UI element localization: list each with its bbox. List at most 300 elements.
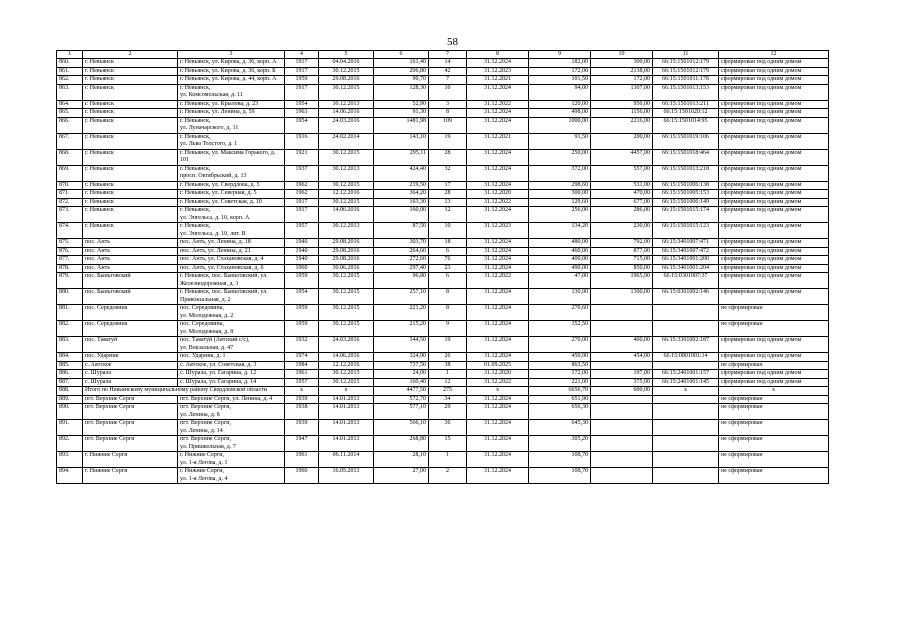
cell-land-area-b <box>591 436 653 452</box>
table-row <box>57 370 829 379</box>
cell-land-area-b: 197,00 <box>591 370 653 379</box>
cell-residents: 10 <box>429 84 467 100</box>
cell-date-recognized: 30.06.2016 <box>319 264 374 273</box>
cell-area: 297,40 <box>374 264 429 273</box>
cell-row-number: 894. <box>57 468 83 484</box>
cell-land-status: не сформирован <box>719 436 829 452</box>
cell-settlement: г. Невьянск <box>83 100 178 109</box>
cell-row-number: 877. <box>57 256 83 265</box>
cell-land-area-b: 677,00 <box>591 198 653 207</box>
cell-row-number: 888. <box>57 387 83 396</box>
cell-date-recognized: 24.03.2016 <box>319 117 374 133</box>
cell-land-area-b <box>591 420 653 436</box>
cell-residents: 1 <box>429 370 467 379</box>
cell-settlement: г. Невьянск <box>83 76 178 85</box>
cell-land-area-a: 172,00 <box>529 67 591 76</box>
cell-deadline: 31.12.2024 <box>467 289 529 305</box>
cell-land-area-b: 531,00 <box>591 181 653 190</box>
cell-date-recognized: 30.12.2015 <box>319 370 374 379</box>
cell-deadline: 31.12.2022 <box>467 378 529 387</box>
table-row <box>57 59 829 68</box>
cell-address: пгт. Верхние Серги, ул. Ленина, д. 14 <box>178 420 285 436</box>
table-row <box>57 337 829 353</box>
cell-land-area-a: 134,20 <box>529 223 591 239</box>
cell-address: г. Невьянск, пос. Быньговский, ул. Привокзальная, д. 2 <box>178 289 285 305</box>
table-row <box>57 117 829 133</box>
cell-cadastral-number: 66:15:3401007:472 <box>653 247 719 256</box>
cell-cadastral-number: 66:15:2401001:157 <box>653 370 719 379</box>
cell-area: 96,80 <box>374 273 429 289</box>
cell-residents: 6 <box>429 273 467 289</box>
cell-cadastral-number: 66:15:3401007:471 <box>653 239 719 248</box>
cell-residents: 13 <box>429 198 467 207</box>
cell-address: пос. Анть, ул. Стахановская, д. 4 <box>178 256 285 265</box>
cell-year-built: 1917 <box>285 207 319 223</box>
cell-address: г. Невьянск, ул. Ленина, д. 59 <box>178 109 285 118</box>
cell-year-built: 1959 <box>285 321 319 337</box>
cell-deadline: 31.12.2024 <box>467 239 529 248</box>
cell-land-area-a: 400,00 <box>529 256 591 265</box>
cell-deadline: 31.12.2024 <box>467 109 529 118</box>
table-row <box>57 100 829 109</box>
cell-land-area-b: 286,00 <box>591 207 653 223</box>
header-cell: 6 <box>374 51 429 59</box>
table-row <box>57 109 829 118</box>
table-row <box>57 387 829 396</box>
table-row <box>57 305 829 321</box>
cell-date-recognized: 30.12.2015 <box>319 181 374 190</box>
cell-year-built: x <box>285 387 319 396</box>
cell-address: г. Невьянск, ул. Кирова, д. 44, корп. А <box>178 76 285 85</box>
housing-register-table-wrapper <box>56 50 828 484</box>
cell-address: пгт. Верхние Серги, ул. Ленина, д. 4 <box>178 395 285 404</box>
cell-year-built: 1961 <box>285 452 319 468</box>
cell-land-area-b: 200,00 <box>591 133 653 149</box>
cell-date-recognized: 14.06.2016 <box>319 353 374 362</box>
cell-cadastral-number: 66:15:3401001:204 <box>653 264 719 273</box>
cell-settlement: пос. Середовина <box>83 321 178 337</box>
cell-land-area-b: 230,00 <box>591 223 653 239</box>
cell-row-number: 861. <box>57 67 83 76</box>
cell-settlement: пгт. Верхние Серги <box>83 404 178 420</box>
cell-residents: 23 <box>429 264 467 273</box>
cell-land-status: сформирован под одним домом <box>719 59 829 68</box>
cell-land-status: сформирован под одним домом <box>719 165 829 181</box>
cell-row-number: 876. <box>57 247 83 256</box>
cell-date-recognized: 04.04.2016 <box>319 59 374 68</box>
cell-residents: 3 <box>429 100 467 109</box>
cell-year-built: 1974 <box>285 353 319 362</box>
cell-land-area-b: 792,00 <box>591 239 653 248</box>
cell-land-status: сформирован под одним домом <box>719 133 829 149</box>
cell-row-number: 891. <box>57 420 83 436</box>
cell-row-number: 875. <box>57 239 83 248</box>
table-row <box>57 190 829 199</box>
cell-area: 572,70 <box>374 395 429 404</box>
cell-settlement: г. Невьянск <box>83 117 178 133</box>
cell-land-area-a: 270,00 <box>529 337 591 353</box>
cell-land-area-a: 120,00 <box>529 100 591 109</box>
cell-year-built: 1940 <box>285 247 319 256</box>
cell-address: г. Невьянск, просп. Октябрьский, д. 13 <box>178 165 285 181</box>
cell-row-number: 889. <box>57 395 83 404</box>
cell-land-status: не сформирован <box>719 452 829 468</box>
cell-row-number: 872. <box>57 198 83 207</box>
header-cell: 12 <box>719 51 829 59</box>
cell-date-recognized: 29.08.2016 <box>319 76 374 85</box>
cell-date-recognized: 16.05.2013 <box>319 468 374 484</box>
cell-year-built: 1962 <box>285 181 319 190</box>
cell-cadastral-number: 66:15:1501019:106 <box>653 133 719 149</box>
table-row <box>57 84 829 100</box>
cell-row-number: 860. <box>57 59 83 68</box>
cell-land-area-a: 645,30 <box>529 420 591 436</box>
cell-deadline: 31.12.2024 <box>467 436 529 452</box>
cell-land-area-a: 460,00 <box>529 247 591 256</box>
cell-residents: 9 <box>429 321 467 337</box>
cell-land-area-b <box>591 404 653 420</box>
cell-land-area-b: 375,00 <box>591 378 653 387</box>
cell-land-status: сформирован под одним домом <box>719 84 829 100</box>
cell-land-area-a: 651,90 <box>529 395 591 404</box>
cell-residents: 76 <box>429 256 467 265</box>
cell-settlement: г. Невьянск <box>83 84 178 100</box>
cell-deadline: 31.12.2024 <box>467 468 529 484</box>
cell-address: г. Невьянск, ул. Комсомольская, д. 11 <box>178 84 285 100</box>
cell-deadline: 31.12.2024 <box>467 59 529 68</box>
cell-cadastral-number: 66:15:1501015:174 <box>653 207 719 223</box>
header-cell: 11 <box>653 51 719 59</box>
cell-land-area-a: 298,60 <box>529 181 591 190</box>
cell-settlement: с. Аятское <box>83 361 178 370</box>
cell-deadline: 31.12.2024 <box>467 404 529 420</box>
cell-row-number: 884. <box>57 353 83 362</box>
cell-land-area-a: 182,00 <box>529 59 591 68</box>
cell-land-area-a: 490,00 <box>529 264 591 273</box>
cell-deadline: 31.12.2022 <box>467 198 529 207</box>
cell-address: пгт. Верхние Серги, ул. Пришкольная, д. 7 <box>178 436 285 452</box>
cell-year-built: 1917 <box>285 84 319 100</box>
cell-land-status: не сформирован <box>719 321 829 337</box>
cell-land-status: не сформирован <box>719 468 829 484</box>
cell-settlement: с. Шурала <box>83 378 178 387</box>
cell-settlement: г. Невьянск <box>83 67 178 76</box>
cell-land-status: сформирован под одним домом <box>719 247 829 256</box>
cell-row-number: 886. <box>57 370 83 379</box>
cell-row-number: 883. <box>57 337 83 353</box>
cell-year-built: 1932 <box>285 337 319 353</box>
cell-cadastral-number <box>653 361 719 370</box>
cell-cadastral-number: 66:15:3401001:200 <box>653 256 719 265</box>
cell-land-area-a: 221,00 <box>529 378 591 387</box>
cell-address: г. Невьянск, ул. Луначарского, д. 11 <box>178 117 285 133</box>
table-body <box>57 59 829 484</box>
cell-date-recognized: 14.06.2016 <box>319 207 374 223</box>
cell-land-area-b: 600,00 <box>591 387 653 396</box>
cell-land-status: сформирован под одним домом <box>719 289 829 305</box>
table-row <box>57 256 829 265</box>
cell-date-recognized: 24.02.2014 <box>319 133 374 149</box>
cell-date-recognized: 14.01.2013 <box>319 436 374 452</box>
cell-date-recognized: 30.12.2015 <box>319 305 374 321</box>
cell-settlement: пгт. Верхние Серги <box>83 420 178 436</box>
cell-area: 303,70 <box>374 239 429 248</box>
cell-address: г. Невьянск, пос. Быньговский, ул. Железнодорожная, д. 1 <box>178 273 285 289</box>
cell-land-area-b <box>591 361 653 370</box>
cell-settlement: г. Невьянск <box>83 223 178 239</box>
cell-cadastral-number: 66:15:1501014:95 <box>653 117 719 133</box>
cell-cadastral-number <box>653 404 719 420</box>
cell-date-recognized: 14.01.2013 <box>319 420 374 436</box>
cell-residents: 28 <box>429 149 467 165</box>
cell-address: с. Аятское, ул. Советская, д. 3 <box>178 361 285 370</box>
cell-cadastral-number: 66:15:3301002:187 <box>653 337 719 353</box>
cell-cadastral-number: x <box>653 387 719 396</box>
cell-land-status: не сформирован <box>719 305 829 321</box>
cell-row-number: 873. <box>57 207 83 223</box>
cell-settlement: г. Невьянск <box>83 165 178 181</box>
cell-settlement: пос. Анть <box>83 247 178 256</box>
cell-settlement: пос. Таватуй <box>83 337 178 353</box>
cell-row-number: 881. <box>57 305 83 321</box>
cell-cadastral-number: 66:15:1501013:153 <box>653 84 719 100</box>
cell-land-area-b: 454,00 <box>591 353 653 362</box>
cell-cadastral-number: 66:15:1501013:218 <box>653 165 719 181</box>
cell-land-area-b: 300,00 <box>591 59 653 68</box>
cell-land-area-b: 400,00 <box>591 337 653 353</box>
cell-area: 163,30 <box>374 198 429 207</box>
cell-deadline: 31.12.2022 <box>467 273 529 289</box>
cell-address: г. Невьянск, ул. Энгельса, д. 10, лит. В <box>178 223 285 239</box>
cell-area: 128,30 <box>374 84 429 100</box>
cell-land-area-b <box>591 452 653 468</box>
cell-settlement: г. Нижние Серги <box>83 468 178 484</box>
cell-address: г. Нижние Серги, ул. 1-я Легова, д. 4 <box>178 468 285 484</box>
cell-area: 160,40 <box>374 378 429 387</box>
cell-year-built: 1917 <box>285 59 319 68</box>
cell-year-built: 1957 <box>285 223 319 239</box>
cell-row-number: 879. <box>57 273 83 289</box>
cell-row-number: 862. <box>57 76 83 85</box>
cell-deadline: 31.12.2024 <box>467 321 529 337</box>
cell-land-area-a: 91,50 <box>529 133 591 149</box>
cell-area: 143,10 <box>374 133 429 149</box>
cell-row-number: 890. <box>57 404 83 420</box>
cell-settlement: г. Невьянск <box>83 207 178 223</box>
cell-land-area-a: 498,00 <box>529 109 591 118</box>
cell-deadline: 31.12.2024 <box>467 165 529 181</box>
cell-deadline: 31.12.2024 <box>467 420 529 436</box>
cell-area: 272,60 <box>374 256 429 265</box>
cell-date-recognized: 14.01.2013 <box>319 404 374 420</box>
cell-land-area-a: 101,50 <box>529 76 591 85</box>
cell-cadastral-number <box>653 452 719 468</box>
cell-area: 161,40 <box>374 59 429 68</box>
cell-land-area-b: 950,00 <box>591 100 653 109</box>
cell-year-built: 1954 <box>285 100 319 109</box>
cell-land-area-a: 172,00 <box>529 370 591 379</box>
cell-deadline: 31.12.2024 <box>467 395 529 404</box>
cell-land-area-a: 94,00 <box>529 84 591 100</box>
cell-land-area-b: 2216,00 <box>591 117 653 133</box>
cell-year-built: 1937 <box>285 165 319 181</box>
cell-land-area-b: 1156,00 <box>591 109 653 118</box>
cell-area: 219,50 <box>374 181 429 190</box>
cell-settlement: пос. Середовина <box>83 305 178 321</box>
cell-land-status: сформирован под одним домом <box>719 353 829 362</box>
cell-land-status: сформирован под одним домом <box>719 181 829 190</box>
cell-settlement: пос. Быньговский <box>83 289 178 305</box>
cell-address: пос. Анть, ул. Стахановская, д. 6 <box>178 264 285 273</box>
cell-area: 221,20 <box>374 305 429 321</box>
cell-settlement: пгт. Верхние Серги <box>83 395 178 404</box>
cell-cadastral-number <box>653 395 719 404</box>
cell-date-recognized: 29.08.2016 <box>319 247 374 256</box>
cell-settlement: пос. Анть <box>83 256 178 265</box>
cell-year-built: 1917 <box>285 67 319 76</box>
cell-address: пос. Анть, ул. Ленина, д. 18 <box>178 239 285 248</box>
cell-area: 324,90 <box>374 353 429 362</box>
cell-deadline: 31.12.2024 <box>467 207 529 223</box>
cell-date-recognized: 29.08.2016 <box>319 256 374 265</box>
cell-date-recognized: 30.12.2015 <box>319 67 374 76</box>
header-cell: 4 <box>285 51 319 59</box>
cell-address: г. Невьянск, ул. Кирова, д. 36, корп. А <box>178 59 285 68</box>
cell-date-recognized: 14.06.2016 <box>319 109 374 118</box>
cell-address: г. Нижние Серги, ул. 1-я Легова, д. 1 <box>178 452 285 468</box>
cell-address: пос. Таватуй (Аятский с/с), ул. Вокзальная, д. 47 <box>178 337 285 353</box>
cell-residents: 18 <box>429 239 467 248</box>
cell-land-status: сформирован под одним домом <box>719 190 829 199</box>
table-row <box>57 239 829 248</box>
cell-land-area-a: 130,00 <box>529 289 591 305</box>
cell-row-number: 882. <box>57 321 83 337</box>
cell-area: 215,20 <box>374 321 429 337</box>
table-row <box>57 361 829 370</box>
table-row <box>57 353 829 362</box>
cell-land-status: сформирован под одним домом <box>719 223 829 239</box>
cell-residents: 19 <box>429 337 467 353</box>
cell-residents: 15 <box>429 436 467 452</box>
cell-cadastral-number: 66:15:1501020:12 <box>653 109 719 118</box>
cell-row-number: 880. <box>57 289 83 305</box>
cell-land-area-b: 2138,00 <box>591 67 653 76</box>
cell-area: 737,50 <box>374 361 429 370</box>
cell-cadastral-number: 66:15:1501005:153 <box>653 190 719 199</box>
cell-deadline: 31.12.2024 <box>467 181 529 190</box>
cell-residents: 38 <box>429 361 467 370</box>
cell-cadastral-number <box>653 321 719 337</box>
table-row <box>57 395 829 404</box>
cell-area: 257,10 <box>374 289 429 305</box>
cell-year-built: 1939 <box>285 395 319 404</box>
table-row <box>57 165 829 181</box>
cell-address: с. Шурала, ул. Гагарина, д. 14 <box>178 378 285 387</box>
cell-area: 424,40 <box>374 165 429 181</box>
cell-date-recognized: 30.12.2015 <box>319 149 374 165</box>
table-row <box>57 452 829 468</box>
table-row <box>57 289 829 305</box>
cell-land-status: сформирован под одним домом <box>719 264 829 273</box>
table-row <box>57 181 829 190</box>
cell-residents: 10 <box>429 223 467 239</box>
header-cell: 8 <box>467 51 529 59</box>
cell-land-area-b: 1965,00 <box>591 273 653 289</box>
cell-land-status: сформирован под одним домом <box>719 337 829 353</box>
cell-year-built: 1959 <box>285 76 319 85</box>
cell-date-recognized: 24.03.2016 <box>319 337 374 353</box>
cell-residents: 6 <box>429 247 467 256</box>
cell-land-area-a: 305,20 <box>529 436 591 452</box>
header-cell: 5 <box>319 51 374 59</box>
cell-address: г. Невьянск, ул. Энгельса, д. 10, корп. А <box>178 207 285 223</box>
cell-cadastral-number <box>653 468 719 484</box>
cell-cadastral-number: 66:15:1501018:464 <box>653 149 719 165</box>
cell-date-recognized: 30.12.2013 <box>319 100 374 109</box>
cell-cadastral-number: 66:15:1501015:123 <box>653 223 719 239</box>
cell-land-status: не сформирован <box>719 395 829 404</box>
table-row <box>57 133 829 149</box>
cell-area: 577,10 <box>374 404 429 420</box>
cell-deadline: 31.12.2023 <box>467 223 529 239</box>
table-row <box>57 378 829 387</box>
cell-settlement: пос. Ударник <box>83 353 178 362</box>
cell-land-area-b <box>591 321 653 337</box>
cell-residents: 8 <box>429 109 467 118</box>
cell-row-number: 869. <box>57 165 83 181</box>
cell-row-number: 867. <box>57 133 83 149</box>
cell-area: 206,80 <box>374 67 429 76</box>
cell-residents: 8 <box>429 305 467 321</box>
cell-area: 364,20 <box>374 190 429 199</box>
cell-date-recognized: 30.12.2013 <box>319 223 374 239</box>
housing-register-table <box>56 50 829 484</box>
cell-row-number: 865. <box>57 109 83 118</box>
cell-residents: 36 <box>429 420 467 436</box>
cell-deadline: 31.12.2024 <box>467 452 529 468</box>
cell-settlement: Итого по Невьянскому муниципальному району Свердловской области <box>83 387 285 396</box>
cell-deadline: 31.12.2023 <box>467 67 529 76</box>
cell-deadline: 31.12.2024 <box>467 337 529 353</box>
cell-land-area-a: 450,00 <box>529 353 591 362</box>
cell-land-status: сформирован под одним домом <box>719 76 829 85</box>
cell-residents: 1 <box>429 452 467 468</box>
cell-land-area-a: 6656,70 <box>529 387 591 396</box>
cell-year-built: 1921 <box>285 149 319 165</box>
cell-area: 91,30 <box>374 109 429 118</box>
cell-year-built: 1962 <box>285 190 319 199</box>
header-cell: 1 <box>57 51 83 59</box>
cell-land-status: сформирован под одним домом <box>719 256 829 265</box>
cell-date-recognized: x <box>319 387 374 396</box>
cell-row-number: 864. <box>57 100 83 109</box>
cell-address: пос. Анть, ул. Ленина, д. 21 <box>178 247 285 256</box>
cell-row-number: 871. <box>57 190 83 199</box>
cell-area: 295,11 <box>374 149 429 165</box>
cell-land-status: сформирован под одним домом <box>719 67 829 76</box>
header-cell: 9 <box>529 51 591 59</box>
cell-deadline: 31.12.2021 <box>467 133 529 149</box>
cell-land-area-a: 129,60 <box>529 198 591 207</box>
cell-land-area-b <box>591 305 653 321</box>
cell-date-recognized: 29.08.2016 <box>319 239 374 248</box>
cell-residents: 26 <box>429 353 467 362</box>
cell-date-recognized: 06.11.2014 <box>319 452 374 468</box>
cell-residents: 8 <box>429 289 467 305</box>
cell-cadastral-number <box>653 420 719 436</box>
cell-year-built: 1916 <box>285 133 319 149</box>
cell-year-built: 1940 <box>285 239 319 248</box>
